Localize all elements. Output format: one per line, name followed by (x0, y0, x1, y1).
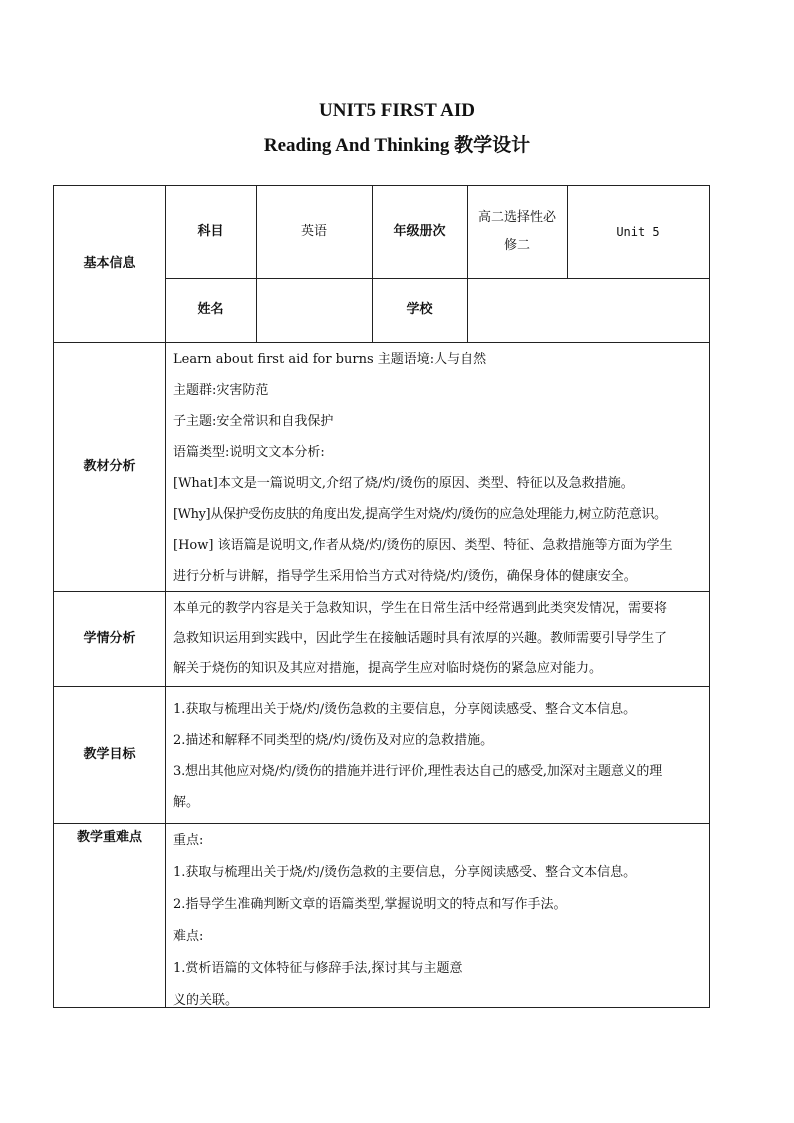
key-points-line: 2.指导学生准确判断文章的语篇类型,掌握说明文的特点和写作手法。 (173, 897, 567, 912)
document-subtitle: Reading And Thinking 教学设计 (263, 135, 531, 156)
textbook-analysis-content (173, 344, 709, 592)
grade-value (467, 186, 567, 278)
school-label: 学校 (406, 302, 433, 317)
textbook-analysis-label: 教材分析 (83, 458, 136, 474)
key-points-line: 难点: (173, 929, 204, 944)
learner-analysis-line: 急救知识运用到实践中，因此学生在接触话题时具有浓厚的兴趣。教师需要引导学生了 (173, 631, 668, 646)
key-points-content (173, 825, 709, 1017)
objective-line: 2.描述和解释不同类型的烧/灼/烫伤及对应的急救措施。 (173, 733, 494, 748)
objectives-label: 教学目标 (83, 746, 136, 762)
grade-value-line1: 高二选择性必 (477, 210, 556, 225)
textbook-analysis-line: [What]本文是一篇说明文,介绍了烧/灼/烫伤的原因、类型、特征以及急救措施。 (173, 476, 634, 491)
textbook-analysis-line: 主题群:灾害防范 (173, 383, 269, 398)
textbook-analysis-line: Learn about first aid for burns 主题语境:人与自然 (173, 352, 487, 367)
textbook-analysis-line: 进行分析与讲解，指导学生采用恰当方式对待烧/灼/烫伤，确保身体的健康安全。 (173, 569, 637, 584)
learner-analysis-line: 解关于烧伤的知识及其应对措施，提高学生应对临时烧伤的紧急应对能力。 (173, 661, 603, 676)
objective-line: 1.获取与梳理出关于烧/灼/烫伤急救的主要信息，分享阅读感受、整合文本信息。 (173, 702, 637, 717)
textbook-analysis-line: [Why]从保护受伤皮肤的角度出发,提高学生对烧/灼/烫伤的应急处理能力,树立防范意识。 (173, 507, 667, 522)
learner-analysis-line: 本单元的教学内容是关于急救知识，学生在日常生活中经常遇到此类突发情况，需要将 (173, 601, 668, 616)
unit-value: Unit 5 (616, 225, 660, 239)
grade-value-line2: 修二 (503, 238, 530, 253)
key-points-line: 1.赏析语篇的文体特征与修辞手法,探讨其与主题意 (173, 961, 463, 976)
objective-line: 3.想出其他应对烧/灼/烫伤的措施并进行评价,理性表达自己的感受,加深对主题意义的理 (173, 764, 663, 779)
objective-line: 解。 (173, 795, 200, 810)
learner-analysis-label: 学情分析 (83, 630, 136, 646)
name-value (256, 278, 372, 342)
document-title: UNIT5 FIRST AID (319, 100, 475, 121)
textbook-analysis-line: 语篇类型:说明文文本分析: (173, 445, 325, 460)
lesson-plan-table (53, 185, 710, 1008)
learner-analysis-content (173, 594, 709, 684)
subject-value: 英语 (300, 224, 327, 239)
name-label: 姓名 (197, 302, 224, 317)
key-points-line: 1.获取与梳理出关于烧/灼/烫伤急救的主要信息，分享阅读感受、整合文本信息。 (173, 865, 637, 880)
school-value (467, 278, 709, 342)
subject-label: 科目 (197, 224, 224, 239)
basic-info-label: 基本信息 (83, 256, 136, 271)
key-points-label: 教学重难点 (76, 830, 142, 845)
textbook-analysis-line: [How] 该语篇是说明文,作者从烧/灼/烫伤的原因、类型、特征、急救措施等方面为学生 (173, 538, 673, 553)
objectives-content (173, 694, 709, 818)
textbook-analysis-line: 子主题:安全常识和自我保护 (173, 414, 334, 429)
key-points-line: 重点: (173, 833, 204, 848)
key-points-line: 义的关联。 (173, 993, 239, 1008)
grade-label: 年级册次 (393, 224, 446, 239)
